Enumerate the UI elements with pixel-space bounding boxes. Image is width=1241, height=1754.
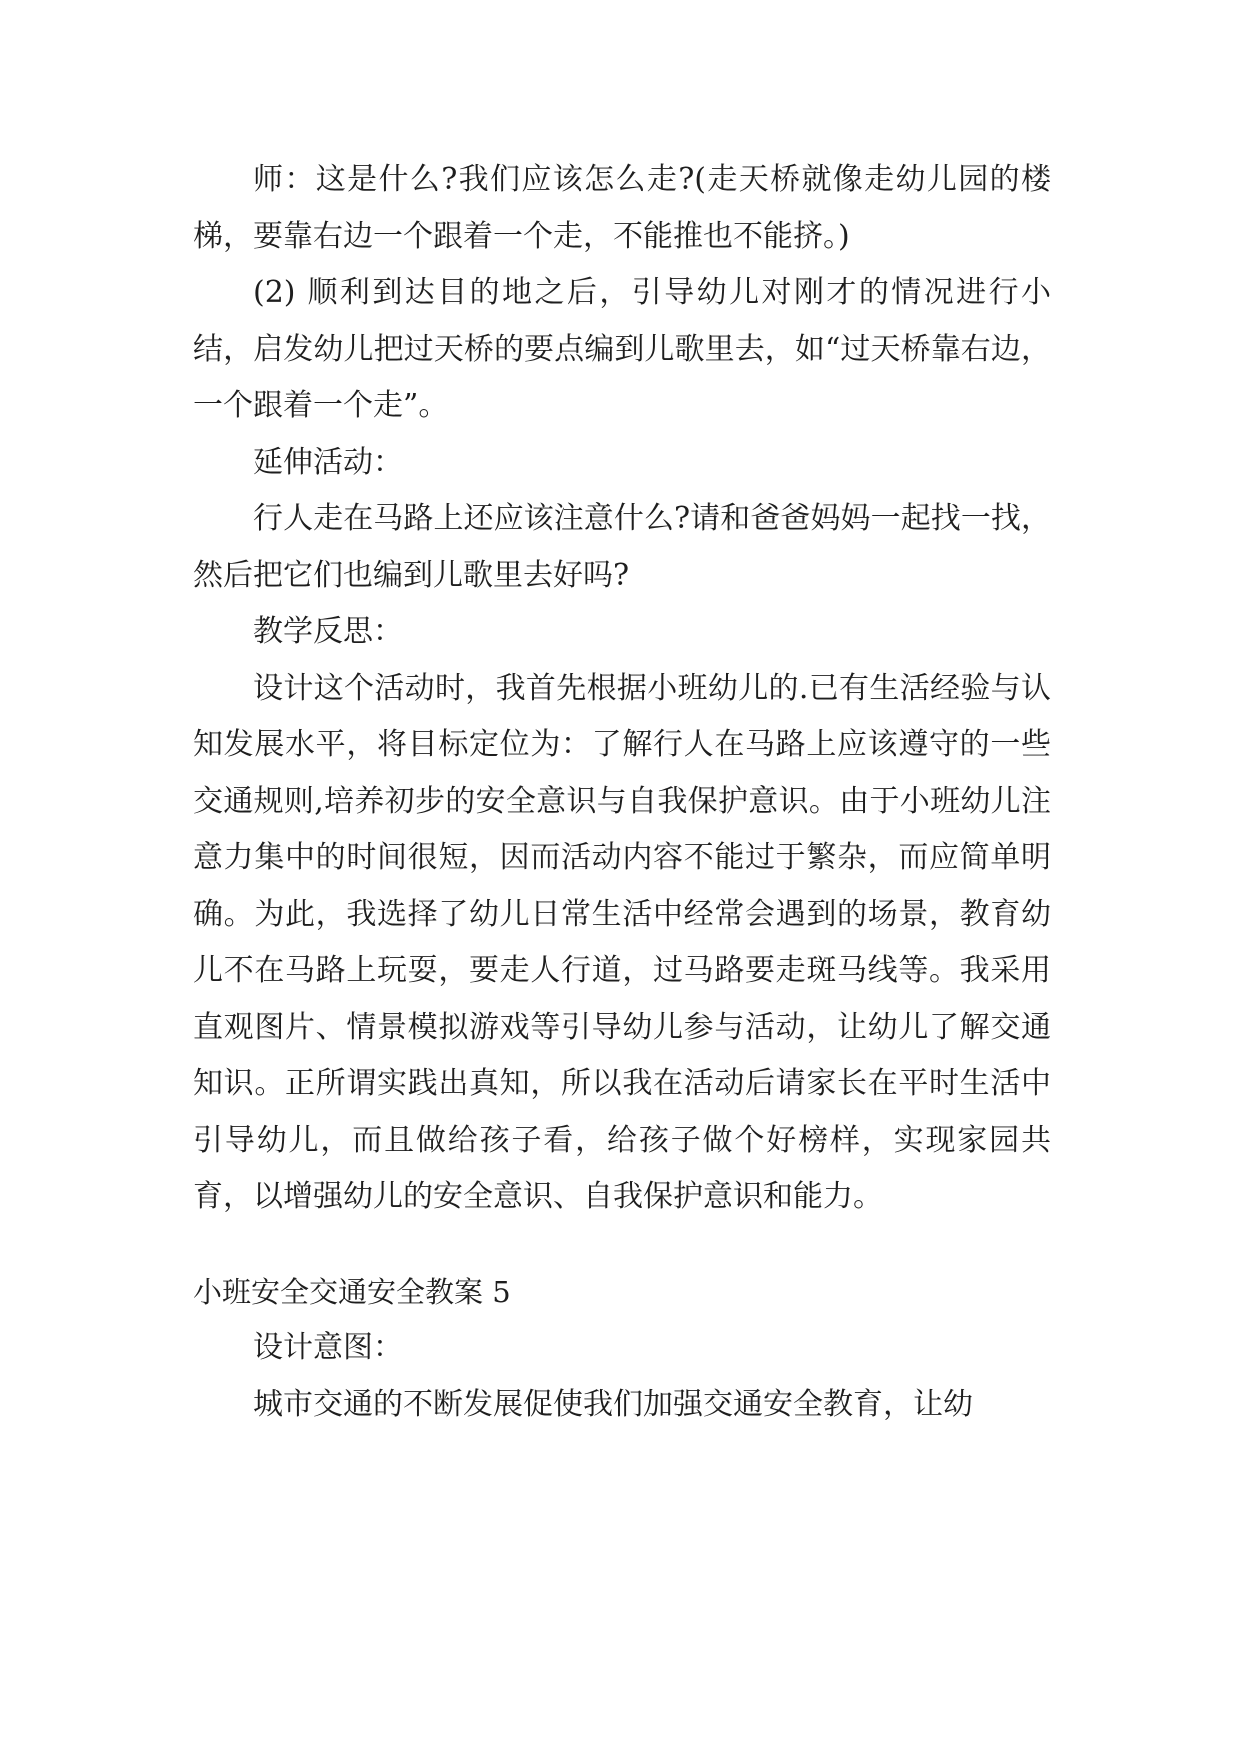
section-heading: 小班安全交通安全教案 5 <box>193 1274 511 1309</box>
paragraph-extension-activity: 行人走在马路上还应该注意什么?请和爸爸妈妈一起找一找，然后把它们也编到儿歌里去好吗? <box>193 501 1051 593</box>
paragraph-teacher-question: 师：这是什么?我们应该怎么走?(走天桥就像走幼儿园的楼梯，要靠右边一个跟着一个走，不能推也不能挤。) <box>193 162 1051 254</box>
paragraph-reflection-body: 设计这个活动时，我首先根据小班幼儿的.已有生活经验与认知发展水平，将目标定位为：了解行人在马路上应该遵守的一些交通规则,培养初步的安全意识与自我保护意识。由于小班幼儿注意力集中的时间很短，因而活动内容不能过于繁杂，而应简单明确。为此，我选择了幼儿日常生活中经常会遇到的场景，教育幼儿不在马路上玩耍，要走人行道，过马路要走斑马线等。我采用直观图片、情景模拟游戏等引导幼儿参与活动，让幼儿了解交通知识。正所谓实践出真知，所以我在活动后请家长在平时生活中引导幼儿，而且做给孩子看，给孩子做个好榜样，实现家园共育，以增强幼儿的安全意识、自我保护意识和能力。 <box>193 670 1051 1214</box>
paragraph-extension-label: 延伸活动： <box>253 444 403 480</box>
paragraph-design-intent-body: 城市交通的不断发展促使我们加强交通安全教育，让幼 <box>253 1386 973 1422</box>
paragraph-step-2: (2) 顺利到达目的地之后，引导幼儿对刚才的情况进行小结，启发幼儿把过天桥的要点编到儿歌里去，如“过天桥靠右边，一个跟着一个走”。 <box>193 275 1051 423</box>
paragraph-design-intent-label: 设计意图： <box>253 1330 403 1365</box>
document-body <box>193 152 1051 1433</box>
paragraph-reflection-label: 教学反思： <box>253 614 403 649</box>
